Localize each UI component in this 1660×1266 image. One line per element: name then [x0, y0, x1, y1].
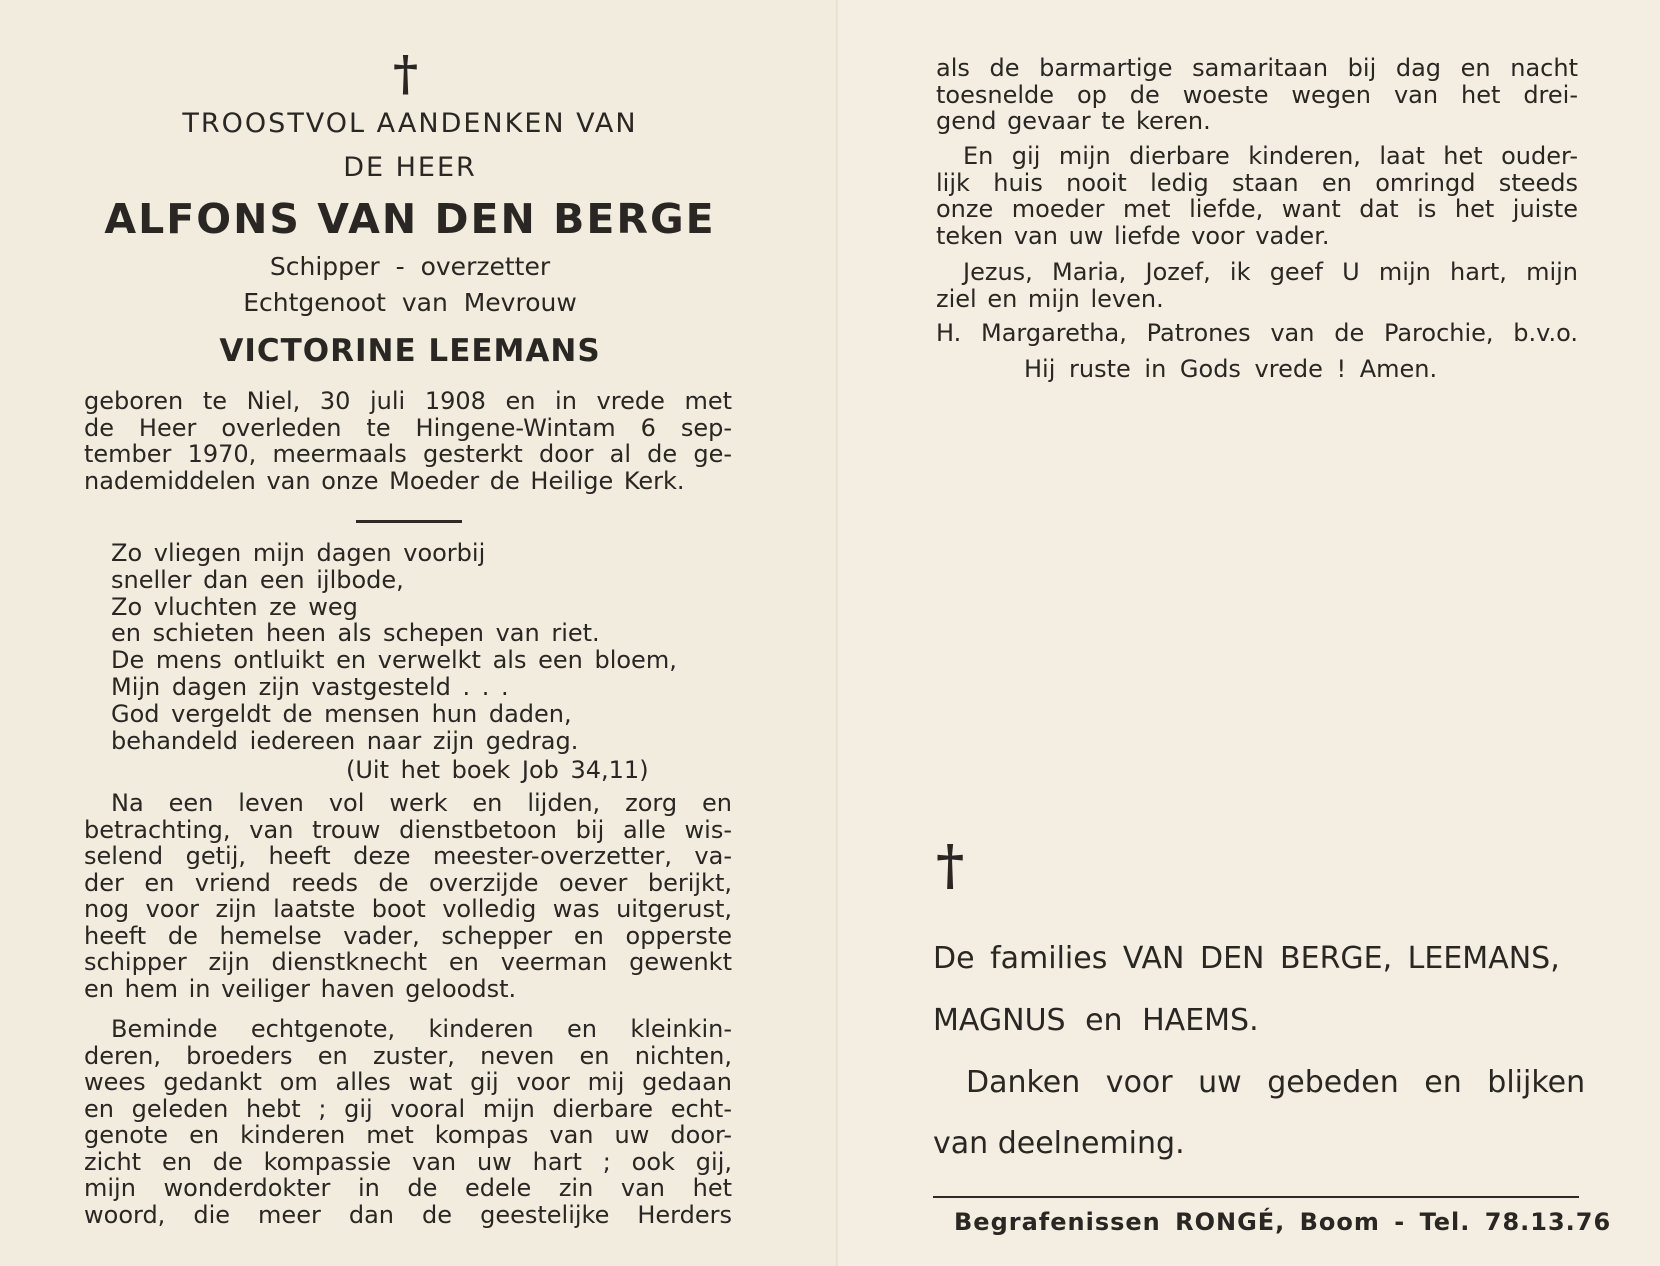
- samaritan-paragraph: [936, 55, 1578, 135]
- text-line: toesnelde op de woeste wegen van het drei-: [936, 80, 1578, 109]
- text-line: Jezus, Maria, Jozef, ik geef U mijn hart, mijn: [963, 258, 1578, 286]
- text-line: nademiddelen van onze Moeder de Heilige Kerk.: [84, 466, 685, 495]
- prayer-paragraph: [936, 259, 1578, 312]
- text-line: zicht en de kompassie van uw hart ; ook gij,: [84, 1147, 732, 1176]
- cross-icon: †: [936, 833, 965, 897]
- text-line: mijn wonderdokter in de edele zin van het: [84, 1174, 732, 1202]
- poem-line: Mijn dagen zijn vastgesteld . . .: [111, 672, 509, 701]
- text-line: de Heer overleden te Hingene-Wintam 6 sep-: [84, 413, 732, 442]
- occupation: Schipper - overzetter: [269, 252, 551, 281]
- text-line: en geleden hebt ; gij vooral mijn dierbare echt-: [84, 1094, 732, 1123]
- text-line: teken van uw liefde voor vader.: [936, 221, 1330, 250]
- deceased-name: ALFONS VAN DEN BERGE: [104, 195, 716, 243]
- heading-remembrance: TROOSTVOL AANDENKEN VAN: [182, 108, 638, 139]
- text-line: Na een leven vol werk en lijden, zorg en: [111, 789, 732, 817]
- text-line: selend getij, heeft deze meester-overzetter, va-: [84, 842, 732, 870]
- right-panel: [838, 0, 1660, 1266]
- poem-line: behandeld iedereen naar zijn gedrag.: [111, 726, 579, 755]
- poem-line: De mens ontluikt en verwelkt als een bloem,: [111, 646, 677, 675]
- footer-rule: [933, 1196, 1579, 1198]
- text-line: als de barmartige samaritaan bij dag en nacht: [936, 54, 1578, 82]
- poem-line: sneller dan een ijlbode,: [111, 565, 404, 594]
- text-line: schipper zijn dienstknecht en veerman gewenkt: [84, 948, 732, 976]
- closing-line: Hij ruste in Gods vrede ! Amen.: [1024, 355, 1438, 383]
- poem-line: Zo vliegen mijn dagen voorbij: [111, 539, 486, 567]
- families-line-1: De families VAN DEN BERGE, LEEMANS,: [933, 941, 1560, 976]
- funeral-home-footer: Begrafenissen RONGÉ, Boom - Tel. 78.13.76: [954, 1208, 1612, 1236]
- text-line: Beminde echtgenote, kinderen en kleinkin-: [111, 1015, 732, 1043]
- divider: [356, 520, 462, 523]
- text-line: woord, die meer dan de geestelijke Herders: [84, 1200, 732, 1229]
- text-line: lijk huis nooit ledig staan en omringd steeds: [936, 168, 1578, 197]
- thanks-paragraph: [84, 1016, 732, 1228]
- text-line: tember 1970, meermaals gesterkt door al de ge-: [84, 440, 732, 468]
- children-paragraph: [936, 143, 1578, 249]
- cross-icon: †: [393, 46, 419, 102]
- families-line-2: MAGNUS en HAEMS.: [933, 1003, 1259, 1038]
- text-line: der en vriend reeds de overzijde oever berijkt,: [84, 868, 732, 897]
- text-line: geboren te Niel, 30 juli 1908 en in vrede met: [84, 387, 732, 415]
- text-line: H. Margaretha, Patrones van de Parochie, b.v.o.: [936, 319, 1578, 347]
- thanks-line-2: van deelneming.: [933, 1126, 1185, 1161]
- text-line: gend gevaar te keren.: [936, 107, 1211, 135]
- spouse-name: VICTORINE LEEMANS: [219, 333, 601, 369]
- text-line: nog voor zijn laatste boot volledig was uitgerust,: [84, 895, 732, 923]
- poem-source: (Uit het boek Job 34,11): [346, 756, 649, 784]
- birth-death-paragraph: [84, 388, 732, 494]
- poem-line: en schieten heen als schepen van riet.: [111, 619, 600, 648]
- patron-line: [936, 320, 1578, 347]
- text-line: En gij mijn dierbare kinderen, laat het ouder-: [963, 142, 1578, 170]
- bible-poem: [111, 540, 731, 754]
- heading-title: DE HEER: [343, 152, 477, 183]
- text-line: en hem in veiliger haven geloodst.: [84, 974, 517, 1003]
- text-line: genote en kinderen met kompas van uw door-: [84, 1121, 732, 1149]
- poem-line: Zo vluchten ze weg: [111, 592, 358, 621]
- text-line: ziel en mijn leven.: [936, 284, 1164, 313]
- poem-line: God vergeldt de mensen hun daden,: [111, 699, 572, 728]
- life-paragraph: [84, 790, 732, 1002]
- text-line: betrachting, van trouw dienstbetoon bij alle wis-: [84, 815, 732, 844]
- text-line: onze moeder met liefde, want dat is het juiste: [936, 195, 1578, 223]
- text-line: heeft de hemelse vader, schepper en opperste: [84, 921, 732, 950]
- text-line: wees gedankt om alles wat gij voor mij gedaan: [84, 1068, 732, 1096]
- text-line: deren, broeders en zuster, neven en nichten,: [84, 1041, 732, 1070]
- thanks-line-1: Danken voor uw gebeden en blijken: [966, 1065, 1586, 1100]
- spouse-intro: Echtgenoot van Mevrouw: [243, 288, 577, 317]
